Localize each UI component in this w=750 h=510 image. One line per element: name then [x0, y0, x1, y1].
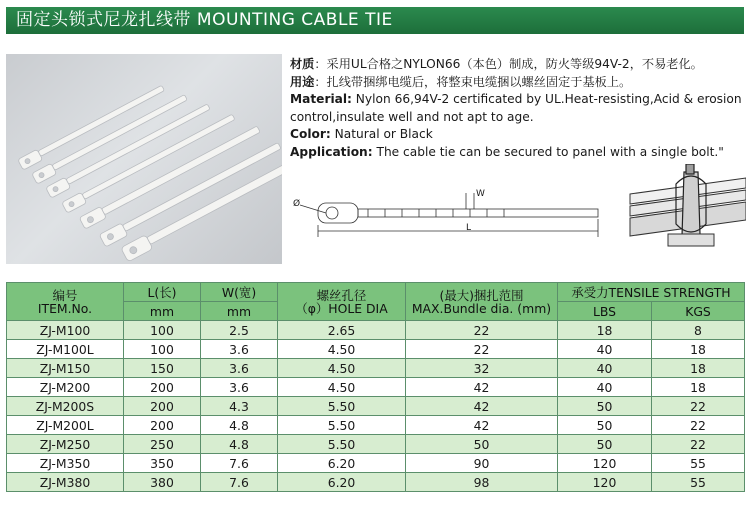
color-text: Natural or Black: [330, 127, 433, 142]
cell-hole: 5.50: [278, 416, 406, 435]
cell-kgs: 8: [652, 321, 745, 340]
cell-bundle: 22: [406, 340, 558, 359]
cell-lbs: 50: [558, 397, 652, 416]
cell-length: 380: [124, 473, 201, 492]
cell-length: 200: [124, 378, 201, 397]
description-block: [290, 56, 745, 162]
header-length: L(长): [124, 283, 201, 302]
cell-hole: 5.50: [278, 397, 406, 416]
material-en-line: [290, 91, 745, 126]
cell-width: 4.8: [201, 416, 278, 435]
cell-bundle: 50: [406, 435, 558, 454]
color-label: Color:: [290, 127, 331, 142]
cell-item: ZJ-M100L: [7, 340, 124, 359]
table-row: [7, 397, 745, 416]
header-tensile: 承受力TENSILE STRENGTH: [558, 283, 745, 302]
cell-width: 3.6: [201, 378, 278, 397]
application-label: Application:: [290, 144, 373, 159]
table-row: [7, 454, 745, 473]
cell-hole: 5.50: [278, 435, 406, 454]
header-bundle-en: MAX.Bundle dia. (mm): [411, 300, 552, 316]
dim-w-label: W: [476, 189, 485, 199]
cell-bundle: 98: [406, 473, 558, 492]
cell-length: 200: [124, 416, 201, 435]
cell-hole: 6.20: [278, 454, 406, 473]
cell-width: 3.6: [201, 359, 278, 378]
cell-length: 100: [124, 340, 201, 359]
header-hole-cn: 螺丝孔径: [316, 287, 367, 303]
table-row: [7, 378, 745, 397]
cell-hole: 6.20: [278, 473, 406, 492]
cell-bundle: 32: [406, 359, 558, 378]
header-hole: [278, 283, 406, 321]
tie-drawing: [290, 185, 608, 245]
material-cn-text: ：采用UL合格之NYLON66（本色）制成，防火等级94V-2，不易老化。: [314, 57, 703, 71]
application-text: The cable tie can be secured to panel with a single bolt.": [372, 144, 724, 159]
cell-kgs: 22: [652, 435, 745, 454]
dim-l-label: L: [466, 223, 472, 233]
header-bundle: [406, 283, 558, 321]
cell-kgs: 55: [652, 473, 745, 492]
cell-lbs: 50: [558, 435, 652, 454]
installation-illustration: [628, 164, 746, 256]
usage-cn-label: 用途: [290, 74, 315, 89]
cell-item: ZJ-M200: [7, 378, 124, 397]
table-row: [7, 321, 745, 340]
header-unit-kgs: KGS: [652, 302, 745, 321]
cell-lbs: 120: [558, 473, 652, 492]
color-line: [290, 126, 745, 144]
cell-length: 200: [124, 397, 201, 416]
cell-width: 7.6: [201, 454, 278, 473]
cell-width: 2.5: [201, 321, 278, 340]
material-cn-label: 材质: [290, 57, 315, 71]
usage-cn-line: [290, 74, 745, 92]
material-cn-line: [290, 56, 745, 74]
table-row: [7, 359, 745, 378]
cell-bundle: 42: [406, 416, 558, 435]
dim-hole-label: Ø: [293, 199, 301, 209]
material-en-label: Material:: [290, 92, 352, 107]
header-unit-mm-l: mm: [124, 302, 201, 321]
spec-table: [6, 282, 745, 492]
cell-bundle: 42: [406, 378, 558, 397]
cell-kgs: 18: [652, 359, 745, 378]
table-row: [7, 416, 745, 435]
cell-length: 150: [124, 359, 201, 378]
cell-width: 7.6: [201, 473, 278, 492]
material-en-text: Nylon 66,94V-2 certificated by UL.Heat-resisting,Acid & erosion control,insulate well and not apt to age.: [290, 92, 742, 124]
cell-item: ZJ-M380: [7, 473, 124, 492]
table-row: [7, 473, 745, 492]
cell-bundle: 42: [406, 397, 558, 416]
page-title: 固定头锁式尼龙扎线带 MOUNTING CABLE TIE: [6, 7, 744, 34]
cell-kgs: 55: [652, 454, 745, 473]
cell-length: 100: [124, 321, 201, 340]
cell-kgs: 22: [652, 416, 745, 435]
header-hole-en: （φ）HOLE DIA: [295, 300, 388, 316]
cell-bundle: 90: [406, 454, 558, 473]
header-item: [7, 283, 124, 321]
cell-lbs: 40: [558, 340, 652, 359]
cell-lbs: 40: [558, 378, 652, 397]
cell-lbs: 50: [558, 416, 652, 435]
header-unit-mm-w: mm: [201, 302, 278, 321]
header-width: W(宽): [201, 283, 278, 302]
install-image: [628, 164, 746, 256]
table-row: [7, 435, 745, 454]
cell-hole: 4.50: [278, 359, 406, 378]
cell-hole: 4.50: [278, 378, 406, 397]
cable-ties-image: [6, 54, 282, 264]
header-unit-lbs: LBS: [558, 302, 652, 321]
cell-width: 4.8: [201, 435, 278, 454]
cell-item: ZJ-M200L: [7, 416, 124, 435]
cell-item: ZJ-M100: [7, 321, 124, 340]
cell-kgs: 18: [652, 378, 745, 397]
header-item-cn: 编号: [52, 287, 78, 303]
cell-bundle: 22: [406, 321, 558, 340]
cell-length: 350: [124, 454, 201, 473]
product-photo: [6, 54, 282, 264]
cell-width: 4.3: [201, 397, 278, 416]
cell-lbs: 120: [558, 454, 652, 473]
cell-lbs: 40: [558, 359, 652, 378]
cell-item: ZJ-M150: [7, 359, 124, 378]
cell-length: 250: [124, 435, 201, 454]
cell-hole: 2.65: [278, 321, 406, 340]
application-line: [290, 144, 745, 162]
usage-cn-text: ：扎线带捆绑电缆后，将整束电缆捆以螺丝固定于基板上。: [314, 74, 632, 89]
cell-hole: 4.50: [278, 340, 406, 359]
cell-item: ZJ-M250: [7, 435, 124, 454]
cell-item: ZJ-M200S: [7, 397, 124, 416]
cell-kgs: 18: [652, 340, 745, 359]
header-item-en: ITEM.No.: [37, 300, 93, 316]
cell-kgs: 22: [652, 397, 745, 416]
table-row: [7, 340, 745, 359]
cell-width: 3.6: [201, 340, 278, 359]
header-bundle-cn: (最大)捆扎范围: [439, 287, 524, 303]
cell-lbs: 18: [558, 321, 652, 340]
dimension-drawing: [290, 185, 608, 245]
cell-item: ZJ-M350: [7, 454, 124, 473]
